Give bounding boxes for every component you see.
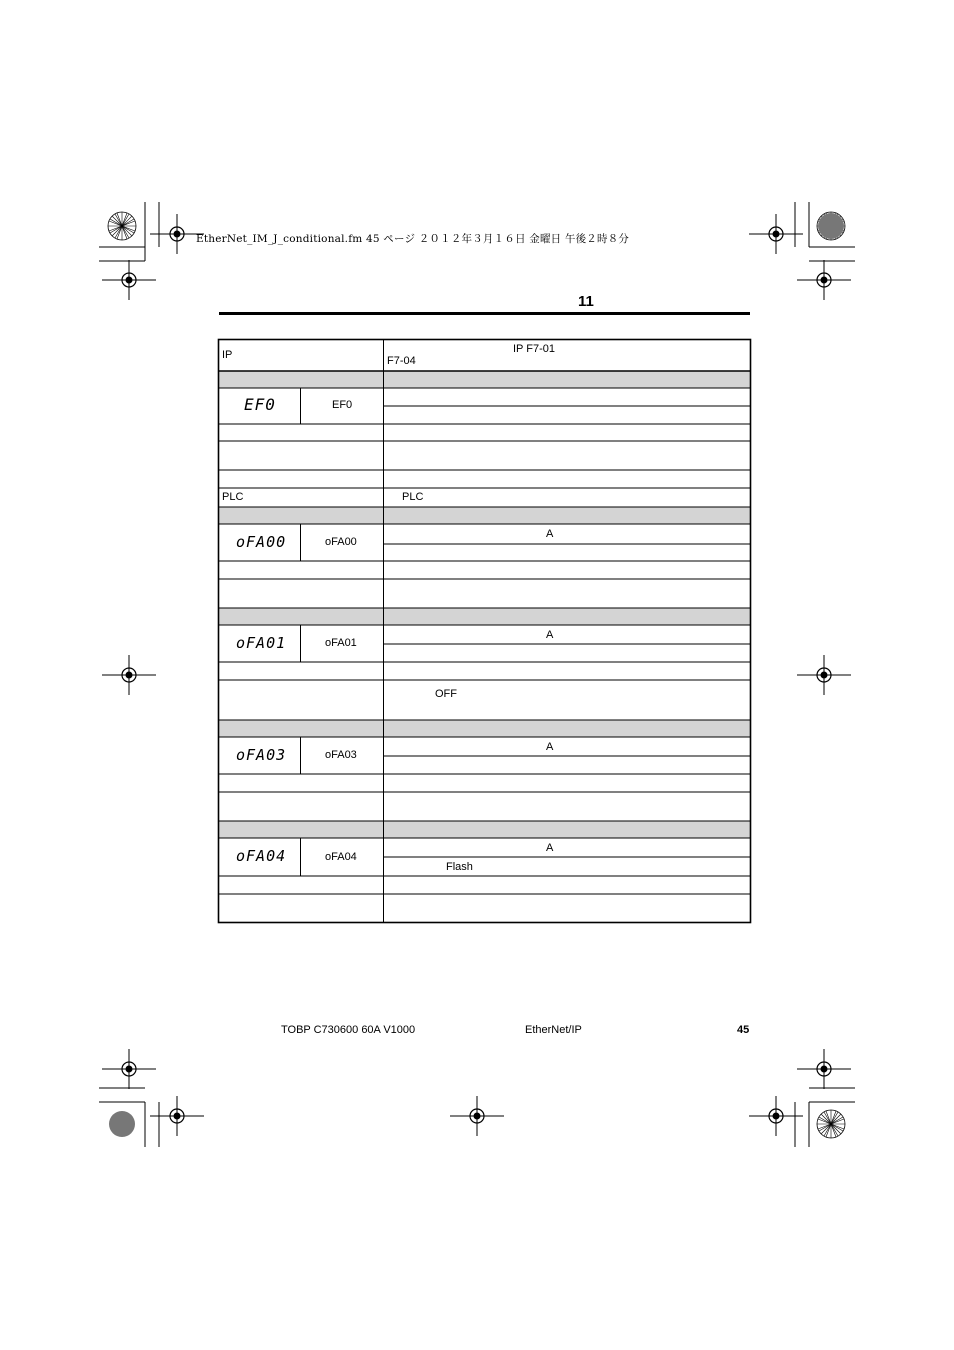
fault-note-ofa03: A xyxy=(546,741,554,753)
table-head-left: IP xyxy=(222,349,233,361)
header-file-info: EtherNet_IM_J_conditional.fm 45 ページ ２０１２年３月１６日 金曜日 午後２時８分 xyxy=(196,233,630,245)
footer-page-number: 45 xyxy=(737,1024,750,1036)
footer-product: EtherNet/IP xyxy=(525,1024,582,1036)
fault-code-ofa04: oFA04 xyxy=(325,851,357,863)
footer-doc-code: TOBP C730600 60A V1000 xyxy=(281,1024,416,1036)
fault-display-ofa00: oFA00 xyxy=(236,533,287,551)
fault-display-ofa04: oFA04 xyxy=(236,847,287,865)
fault-code-ofa01: oFA01 xyxy=(325,637,357,649)
plc-right-label: PLC xyxy=(402,491,424,503)
fault-detail-ofa04: Flash xyxy=(446,861,473,873)
fault-note-ofa01: A xyxy=(546,629,554,641)
fault-display-ef0: EF0 xyxy=(244,395,276,414)
fault-code-ofa00: oFA00 xyxy=(325,536,357,548)
fault-note-ofa04: A xyxy=(546,842,554,854)
fault-display-ofa01: oFA01 xyxy=(236,634,287,652)
fault-code-ef0: EF0 xyxy=(332,399,353,411)
fault-display-ofa03: oFA03 xyxy=(236,746,287,764)
fault-code-ofa03: oFA03 xyxy=(325,749,357,761)
fault-note-ofa00: A xyxy=(546,528,554,540)
chapter-number: 11 xyxy=(578,293,594,310)
fault-action-ofa01: OFF xyxy=(435,688,457,700)
plc-left-label: PLC xyxy=(222,491,244,503)
table-head-right-line1: IP F7-01 xyxy=(513,343,555,355)
table-head-right-line2: F7-04 xyxy=(387,355,416,367)
